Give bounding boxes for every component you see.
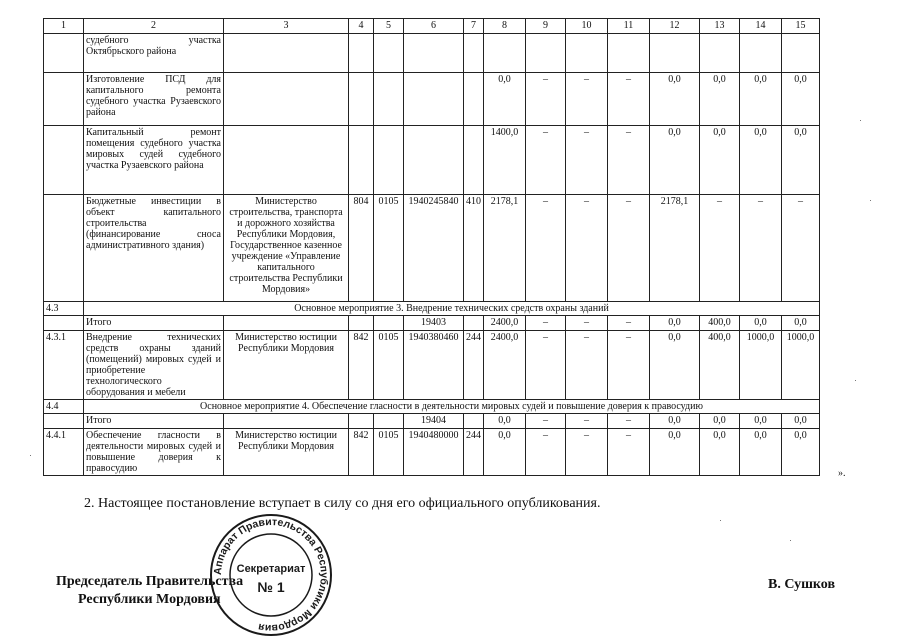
activity-name: Обеспечение гласности в деятельности мировых судей и повышение доверия к правосудию [84, 429, 224, 476]
row-number: 4.4 [44, 400, 84, 414]
scan-speck [790, 540, 791, 541]
column-number: 7 [464, 19, 484, 34]
official-stamp [196, 510, 346, 640]
row-number: 4.3 [44, 302, 84, 316]
table-cell: 0,0 [650, 414, 700, 429]
section-row [44, 400, 820, 414]
row-number: 4.3.1 [44, 331, 84, 400]
column-number: 12 [650, 19, 700, 34]
table-cell: 400,0 [700, 331, 740, 400]
table-cell: 842 [349, 331, 374, 400]
table-cell: 19403 [404, 316, 464, 331]
activity-name: Капитальный ремонт помещения судебного участка мировых судей судебного участка Рузаевского района [84, 126, 224, 195]
table-cell [464, 34, 484, 73]
table-cell [374, 414, 404, 429]
executor: Министерство юстиции Республики Мордовия [224, 429, 349, 476]
column-number: 13 [700, 19, 740, 34]
scan-speck [870, 200, 871, 201]
stamp-inner-ring [230, 534, 312, 616]
activity-name: судебного участка Октябрьского района [84, 34, 224, 73]
row-number [44, 34, 84, 73]
table-cell: 0,0 [484, 73, 526, 126]
executor [224, 414, 349, 429]
table-cell [464, 316, 484, 331]
table-cell: 0,0 [740, 414, 782, 429]
header-row [44, 19, 820, 34]
table-row [44, 429, 820, 476]
table-cell: – [566, 331, 608, 400]
table-cell: 0,0 [700, 414, 740, 429]
scan-speck [860, 120, 861, 121]
row-number [44, 414, 84, 429]
table-cell: 0,0 [740, 73, 782, 126]
stamp-inner-line1: Секретариат [236, 563, 306, 575]
table-cell [349, 34, 374, 73]
signatory-title-line2: Республики Мордовия [78, 592, 221, 607]
column-number: 5 [374, 19, 404, 34]
table-cell: – [566, 429, 608, 476]
table-end-mark: ». [838, 468, 846, 479]
table-cell: 0,0 [740, 429, 782, 476]
table-cell: 1940245840 [404, 195, 464, 302]
table-cell: 0105 [374, 429, 404, 476]
column-number: 2 [84, 19, 224, 34]
table-row [44, 126, 820, 195]
table-cell [740, 34, 782, 73]
activity-name: Итого [84, 414, 224, 429]
table-cell: 0,0 [484, 429, 526, 476]
table-cell: 0,0 [484, 414, 526, 429]
table-cell [404, 73, 464, 126]
activity-name: Итого [84, 316, 224, 331]
table-cell: – [608, 331, 650, 400]
table-cell: 0,0 [650, 73, 700, 126]
table-cell [374, 34, 404, 73]
table-cell [782, 34, 820, 73]
table-cell: 2178,1 [484, 195, 526, 302]
table-cell: – [608, 429, 650, 476]
table-cell [374, 316, 404, 331]
table-cell: 0,0 [700, 73, 740, 126]
table-cell: 400,0 [700, 316, 740, 331]
table-cell: 1400,0 [484, 126, 526, 195]
table-row [44, 316, 820, 331]
table-cell: 0,0 [782, 316, 820, 331]
table-cell: 0,0 [650, 429, 700, 476]
table-cell: – [526, 429, 566, 476]
table-cell: 0,0 [700, 429, 740, 476]
table-cell [464, 73, 484, 126]
table-cell: 2400,0 [484, 316, 526, 331]
table-cell [349, 73, 374, 126]
table-cell: – [566, 316, 608, 331]
table-cell: 804 [349, 195, 374, 302]
table-cell: – [566, 126, 608, 195]
table-cell: 2400,0 [484, 331, 526, 400]
table-cell: 0,0 [650, 126, 700, 195]
table-cell: 244 [464, 429, 484, 476]
table-cell: – [608, 414, 650, 429]
signatory-title-line1: Председатель Правительства [56, 574, 244, 589]
table-cell [566, 34, 608, 73]
table-cell [464, 126, 484, 195]
table-cell [650, 34, 700, 73]
stamp-inner-line2: № 1 [257, 579, 285, 595]
executor [224, 316, 349, 331]
table-cell: – [526, 195, 566, 302]
section-row [44, 302, 820, 316]
signatory-name: В. Сушков [768, 577, 836, 592]
column-number: 6 [404, 19, 464, 34]
table-cell: – [608, 316, 650, 331]
table-cell: 0,0 [782, 126, 820, 195]
table-cell: – [740, 195, 782, 302]
table-cell [484, 34, 526, 73]
table-cell [349, 126, 374, 195]
table-cell: – [608, 195, 650, 302]
table-cell [608, 34, 650, 73]
executor: Министерство юстиции Республики Мордовия [224, 331, 349, 400]
table-row [44, 414, 820, 429]
table-cell: 0105 [374, 195, 404, 302]
table-cell [349, 316, 374, 331]
table-cell: – [526, 331, 566, 400]
table-cell: 244 [464, 331, 484, 400]
table-cell [404, 34, 464, 73]
table-cell: 1000,0 [782, 331, 820, 400]
column-number: 11 [608, 19, 650, 34]
activity-name: Внедрение технических средств охраны зданий (помещений) мировых судей и приобретение технологического оборудования и мебели [84, 331, 224, 400]
scan-speck [720, 520, 721, 521]
table-cell: – [566, 195, 608, 302]
table-cell: 0105 [374, 331, 404, 400]
table-cell: – [566, 73, 608, 126]
scan-speck [855, 380, 856, 381]
row-number [44, 195, 84, 302]
table-cell: – [782, 195, 820, 302]
column-number: 1 [44, 19, 84, 34]
table-cell: – [608, 126, 650, 195]
table-cell: 410 [464, 195, 484, 302]
table-cell: 0,0 [740, 126, 782, 195]
table-cell: 0,0 [650, 316, 700, 331]
table-cell: 1940380460 [404, 331, 464, 400]
scan-speck [30, 455, 31, 456]
table-cell: – [526, 414, 566, 429]
row-number: 4.4.1 [44, 429, 84, 476]
column-number: 9 [526, 19, 566, 34]
table-row [44, 73, 820, 126]
activity-name: Бюджетные инвестиции в объект капитального строительства (финансирование сноса административного здания) [84, 195, 224, 302]
executor: Министерство строительства, транспорта и дорожного хозяйства Республики Мордовия, Государственное казенное учреждение «Управление капитального строительства Республики Мордовия» [224, 195, 349, 302]
section-title: Основное мероприятие 3. Внедрение технических средств охраны зданий [84, 302, 820, 316]
column-number: 15 [782, 19, 820, 34]
table-cell: 0,0 [700, 126, 740, 195]
table-cell: – [526, 73, 566, 126]
table-cell: – [526, 126, 566, 195]
table-row [44, 195, 820, 302]
executor [224, 126, 349, 195]
table-cell: 842 [349, 429, 374, 476]
executor [224, 73, 349, 126]
table-row [44, 34, 820, 73]
table-cell [374, 73, 404, 126]
table-cell: 19404 [404, 414, 464, 429]
activity-name: Изготовление ПСД для капитального ремонта судебного участка Рузаевского района [84, 73, 224, 126]
table-cell: 0,0 [782, 429, 820, 476]
table-cell [700, 34, 740, 73]
table-row [44, 331, 820, 400]
column-number: 4 [349, 19, 374, 34]
table-cell [404, 126, 464, 195]
executor [224, 34, 349, 73]
table-cell: 0,0 [740, 316, 782, 331]
table-cell: 0,0 [782, 414, 820, 429]
table-cell: – [566, 414, 608, 429]
table-cell: – [700, 195, 740, 302]
paragraph-effective-date: 2. Настоящее постановление вступает в силу со дня его официального опубликования. [84, 496, 601, 511]
table-cell [526, 34, 566, 73]
column-number: 10 [566, 19, 608, 34]
table-cell: 1000,0 [740, 331, 782, 400]
row-number [44, 316, 84, 331]
table-cell: 0,0 [782, 73, 820, 126]
stamp-outer-ring [211, 515, 331, 635]
column-number: 14 [740, 19, 782, 34]
table-cell: – [526, 316, 566, 331]
budget-table [43, 18, 820, 476]
row-number [44, 73, 84, 126]
table-cell: 2178,1 [650, 195, 700, 302]
column-number: 3 [224, 19, 349, 34]
section-title: Основное мероприятие 4. Обеспечение гласности в деятельности мировых судей и повышение доверия к правосудию [84, 400, 820, 414]
table-cell [374, 126, 404, 195]
table-cell: 1940480000 [404, 429, 464, 476]
table-cell [464, 414, 484, 429]
column-number: 8 [484, 19, 526, 34]
stamp-ring-text: Аппарат Правительства Республики Мордовия [211, 515, 331, 635]
row-number [44, 126, 84, 195]
table-cell: – [608, 73, 650, 126]
table-cell [349, 414, 374, 429]
table-cell: 0,0 [650, 331, 700, 400]
